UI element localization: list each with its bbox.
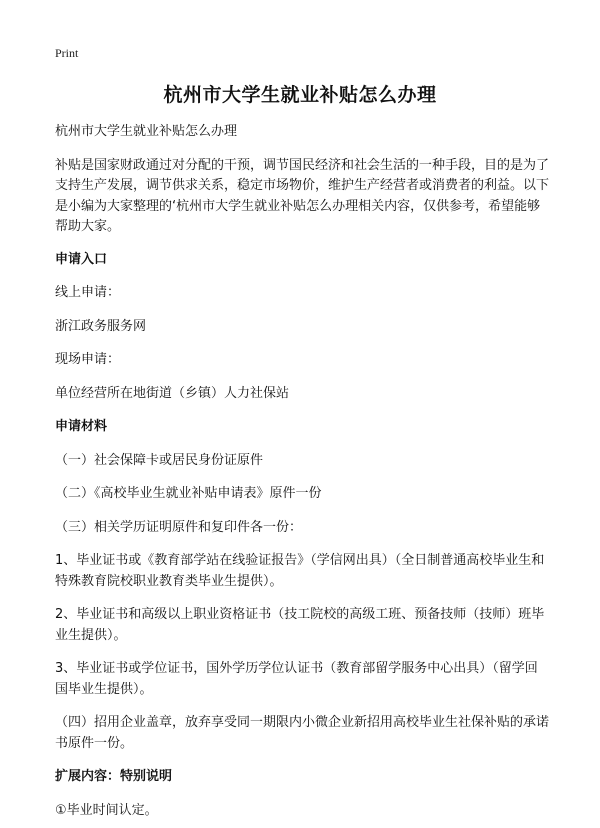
onsite-application-value: 单位经营所在地街道（乡镇）人力社保站 bbox=[55, 385, 290, 401]
material-item: （二）《高校毕业生就业补贴申请表》原件一份 bbox=[55, 486, 322, 501]
article-subtitle: 杭州市大学生就业补贴怎么办理 bbox=[55, 124, 238, 139]
online-application-value: 浙江政务服务网 bbox=[55, 318, 147, 334]
article-body bbox=[55, 122, 550, 821]
section-heading-materials: 申请材料 bbox=[55, 419, 108, 434]
onsite-application-label: 现场申请： bbox=[55, 352, 121, 367]
material-item: 3、毕业证书或学位证书，国外学历学位认证书（教育部留学服务中心出具）（留学回国毕业生提供）。 bbox=[55, 661, 538, 697]
intro-paragraph: 补贴是国家财政通过对分配的干预，调节国民经济和社会生活的一种手段，目的是为了支持生产发展，调节供求关系，稳定市场物价，维护生产经营者或消费者的利益。以下是小编为大家整理的‘杭州市大学生就业补贴怎么办理相关内容，仅供参考，希望能够帮助大家。 bbox=[55, 157, 550, 234]
online-application-label: 线上申请： bbox=[55, 285, 121, 300]
section-heading-application-entry: 申请入口 bbox=[55, 251, 108, 267]
extended-item: ①毕业时间认定。 bbox=[55, 802, 158, 818]
material-item: 2、毕业证书和高级以上职业资格证书（技工院校的高级工班、预备技师（技师）班毕业生提供）。 bbox=[55, 607, 545, 643]
page-title: 杭州市大学生就业补贴怎么办理 bbox=[163, 84, 437, 106]
print-link[interactable]: Print bbox=[55, 46, 79, 60]
material-item: （三）相关学历证明原件和复印件各一份： bbox=[55, 519, 303, 535]
material-item: 1、毕业证书或《教育部学站在线验证报告》（学信网出具）（全日制普通高校毕业生和特殊教育院校职业教育类毕业生提供）。 bbox=[55, 553, 545, 589]
section-heading-extended-content: 扩展内容：特别说明 bbox=[55, 769, 173, 784]
material-item: （一）社会保障卡或居民身份证原件 bbox=[55, 452, 264, 468]
material-item: （四）招用企业盖章，放弃享受同一期限内小微企业新招用高校毕业生社保补贴的承诺书原件一份。 bbox=[55, 715, 550, 751]
